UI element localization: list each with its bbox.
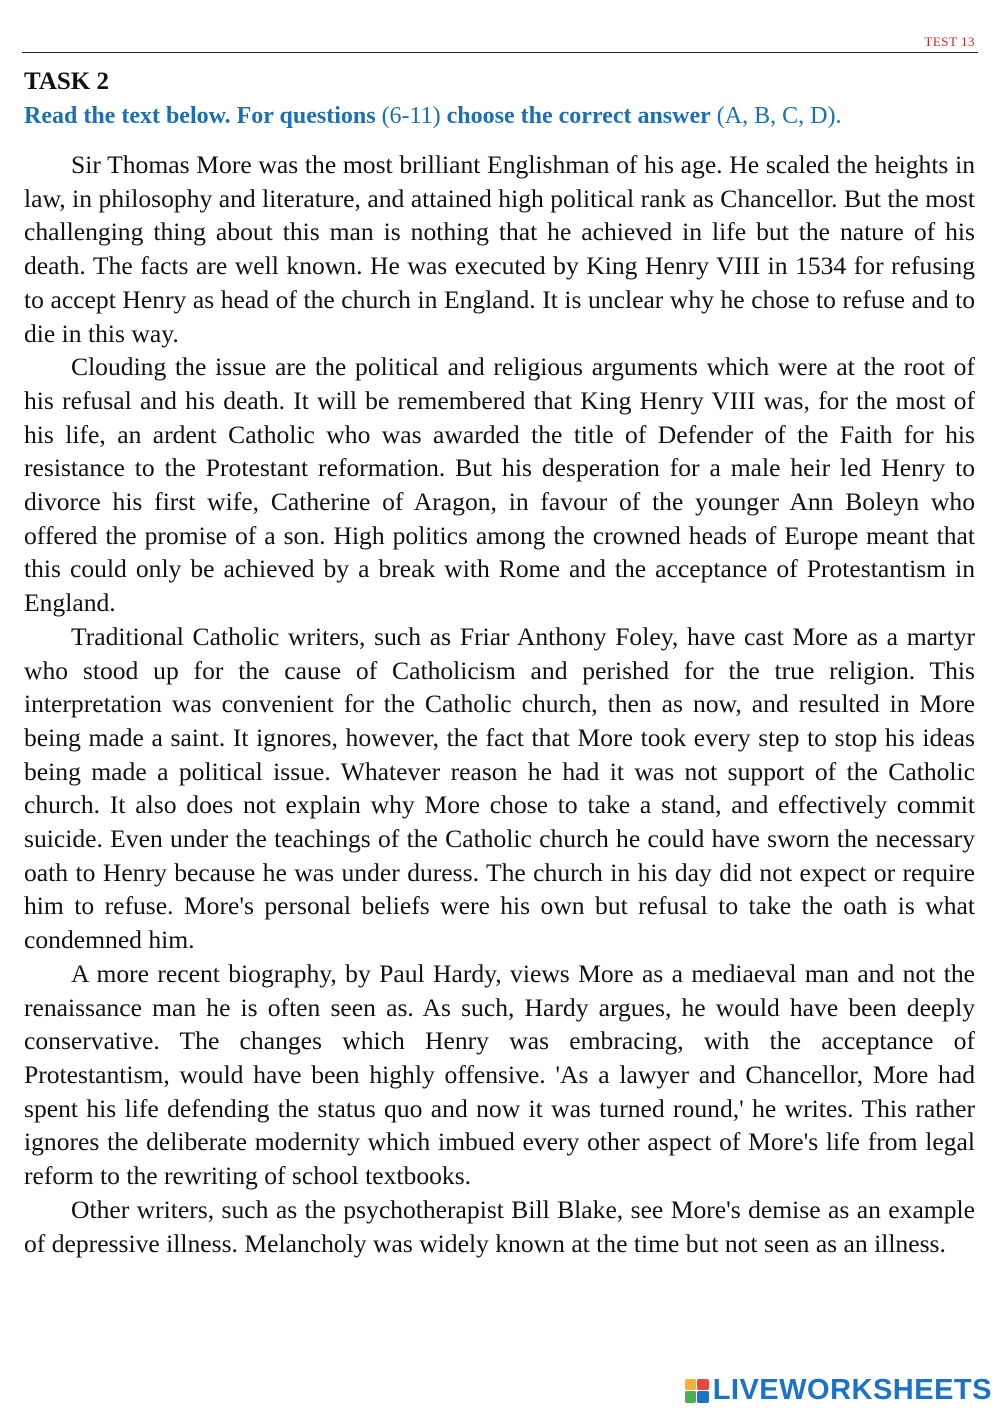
logo-tile-3 (685, 1391, 697, 1403)
liveworksheets-branding (685, 1374, 992, 1407)
logo-tile-2 (697, 1379, 709, 1391)
instructions-question-range: (6-11) (381, 103, 441, 129)
paragraph-3: Traditional Catholic writers, such as Friar Anthony Foley, have cast More as a martyr who stood up for the cause of Catholicism and perished for the true religion. This interpretation was convenient for the Catholic church, then as now, and resulted in More being made a saint. It ignores, however, the fact that More took every step to stop his ideas being made a political issue. Whatever reason he had it was not support of the Catholic church. It also does not explain why More chose to take a stand, and effectively commit suicide. Even under the teachings of the Catholic church he could have sworn the necessary oath to Henry because he was under duress. The church in his day did not expect or require him to refuse. More's personal beliefs were his own but refusal to take the oath is what condemned him. (24, 621, 975, 955)
task-title: TASK 2 (24, 68, 109, 95)
task-instructions (24, 103, 984, 130)
brand-name: LIVEWORKSHEETS (712, 1374, 992, 1406)
liveworksheets-logo-icon (685, 1379, 709, 1403)
instructions-part-3: choose the correct answer (446, 103, 711, 129)
reading-passage (24, 148, 975, 1260)
logo-tile-1 (685, 1379, 697, 1391)
paragraph-2: Clouding the issue are the political and religious arguments which were at the root of his refusal and his death. It will be remembered that King Henry VIII was, for the most of his life, an ardent Catholic who was awarded the title of Defender of the Faith for his resistance to the Protestant reformation. But his desperation for a male heir led Henry to divorce his first wife, Catherine of Aragon, in favour of the younger Ann Boleyn who offered the promise of a son. High politics among the crowned heads of Europe meant that this could only be achieved by a break with Rome and the acceptance of Protestantism in England. (24, 352, 975, 618)
paragraph-4: A more recent biography, by Paul Hardy, views More as a mediaeval man and not the renaissance man he is often seen as. As such, Hardy argues, he would have been deeply conservative. The changes which Henry was embracing, with the acceptance of Protestantism, would have been highly offensive. 'As a lawyer and Chancellor, More had spent his life defending the status quo and now it was turned round,' he writes. This rather ignores the deliberate modernity which imbued every other aspect of More's life from legal reform to the rewriting of school textbooks. (24, 958, 975, 1191)
instructions-answer-options: (A, B, C, D). (716, 103, 842, 129)
test-label: TEST 13 (924, 34, 975, 49)
header-divider (22, 52, 978, 53)
logo-tile-4 (697, 1391, 709, 1403)
paragraph-5: Other writers, such as the psychotherapist Bill Blake, see More's demise as an example of depressive illness. Melancholy was widely known at the time but not seen as an illness. (24, 1194, 975, 1258)
paragraph-1: Sir Thomas More was the most brilliant Englishman of his age. He scaled the heights in law, in philosophy and literature, and attained high political rank as Chancellor. But the most challenging thing about this man is nothing that he achieved in life but the nature of his death. The facts are well known. He was executed by King Henry VIII in 1534 for refusing to accept Henry as head of the church in England. It is unclear why he chose to refuse and to die in this way. (24, 150, 975, 348)
instructions-part-1: Read the text below. For questions (24, 103, 376, 129)
